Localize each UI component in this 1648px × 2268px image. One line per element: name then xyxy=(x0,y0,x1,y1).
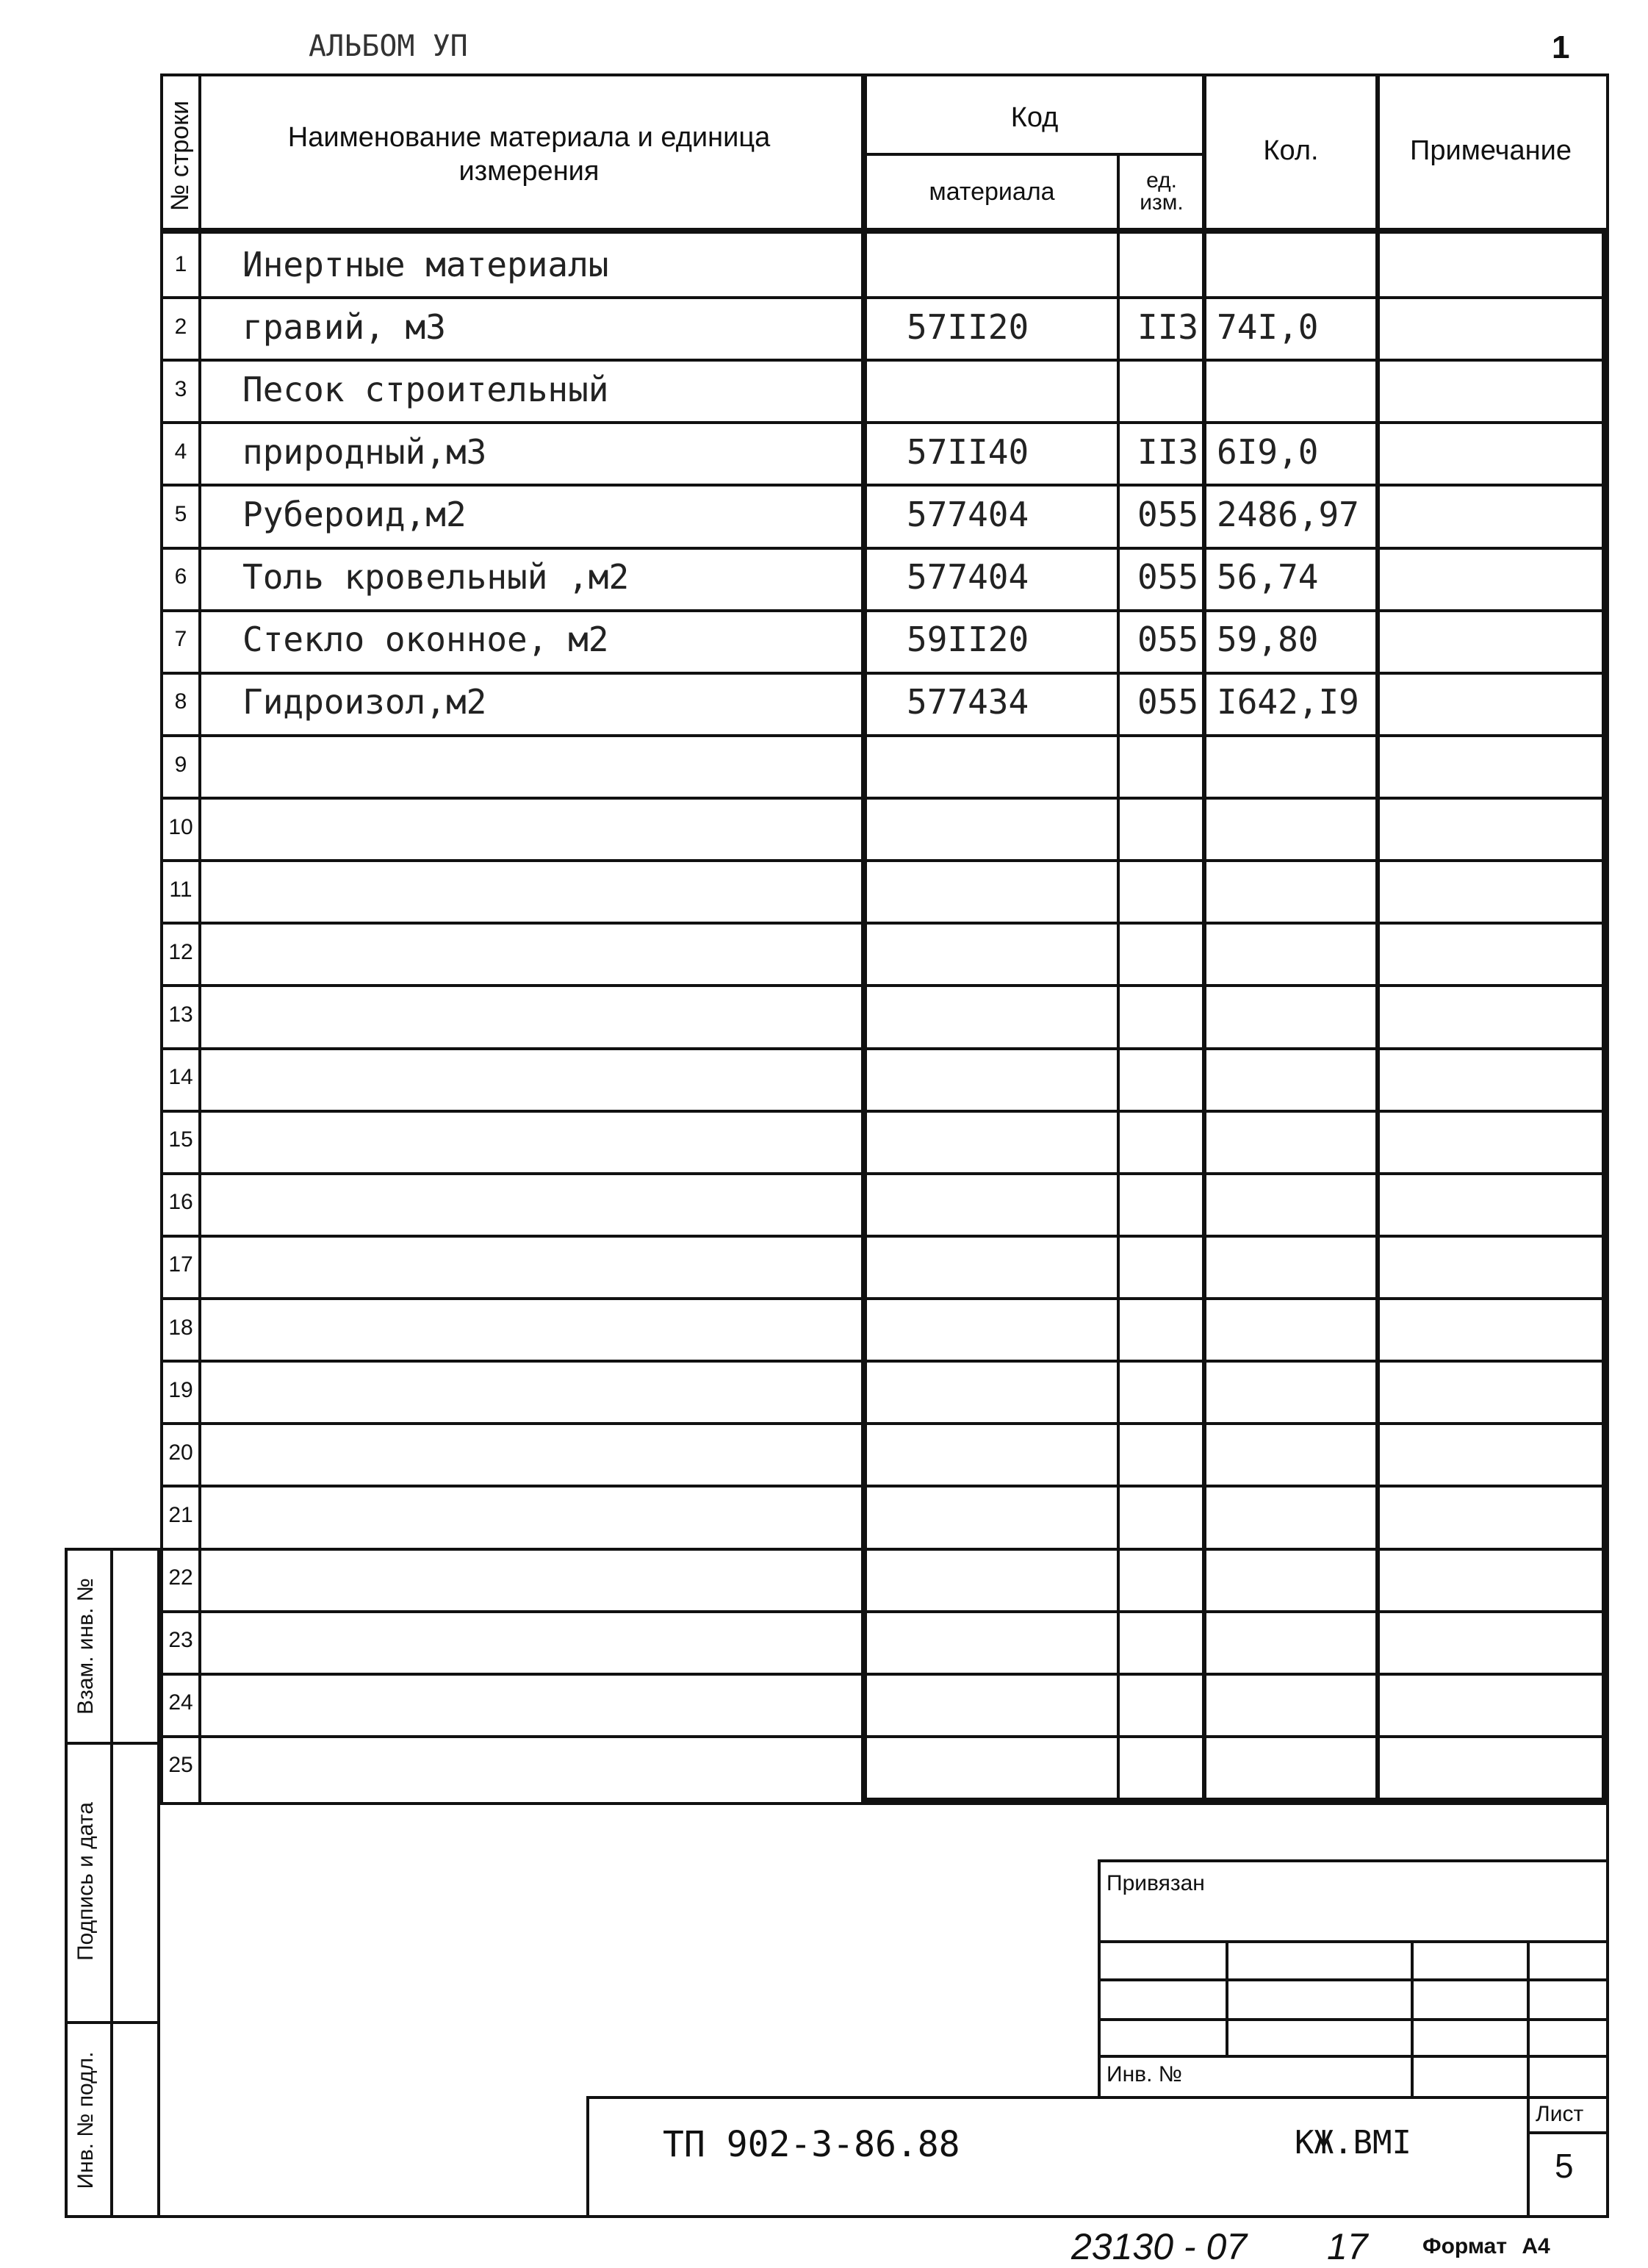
doc-code: ТП 902-3-86.88 xyxy=(663,2124,960,2165)
note-header: Примечание xyxy=(1410,135,1572,166)
sheet-number: 5 xyxy=(1555,2147,1574,2185)
row-number: 1 xyxy=(174,252,187,276)
row-line xyxy=(160,984,1602,987)
page-corner-mark: 1 xyxy=(1552,29,1570,65)
privyazan-line-3 xyxy=(1098,2018,1609,2021)
row-line xyxy=(160,734,1602,737)
side-stamp-divider-2 xyxy=(65,2021,160,2024)
qty-header: Кол. xyxy=(1263,135,1319,166)
code-material-header: материала xyxy=(929,178,1055,206)
material-code: 577434 xyxy=(907,682,1029,722)
row-number: 16 xyxy=(168,1190,193,1214)
privyazan-line-4 xyxy=(1098,2055,1609,2058)
handwritten-number: 23130 - 07 xyxy=(1071,2226,1248,2267)
material-name: Стекло оконное, м2 xyxy=(242,620,609,659)
album-header: АЛЬБОМ УП xyxy=(309,29,468,63)
inv-no-label: Инв. № xyxy=(1107,2062,1182,2086)
row-number: 6 xyxy=(174,564,187,589)
rownum-header: № строки xyxy=(166,100,194,212)
name-header: Наименование материала и единица измерения xyxy=(287,122,771,187)
podpis-data-label: Подпись и дата xyxy=(73,1802,98,1961)
unit-code: II3 xyxy=(1137,307,1199,347)
material-name: Толь кровельный ,м2 xyxy=(242,557,630,597)
quantity: 6I9,0 xyxy=(1217,432,1319,472)
row-line xyxy=(160,421,1602,424)
vzam-inv-label: Взам. инв. № xyxy=(73,1578,98,1715)
row-line xyxy=(160,1360,1602,1363)
privyazan-vline-3 xyxy=(1527,1940,1530,2099)
format-label-text: Формат xyxy=(1422,2234,1508,2258)
quantity: 74I,0 xyxy=(1217,307,1319,347)
inv-podl-label: Инв. № подл. xyxy=(73,2051,98,2189)
side-stamp-inner-line xyxy=(110,1548,113,2218)
row-line xyxy=(160,1548,1602,1551)
sheet-label-divider xyxy=(1527,2131,1609,2134)
material-code: 577404 xyxy=(907,557,1029,597)
row-number: 23 xyxy=(168,1628,193,1652)
row-number: 10 xyxy=(168,815,193,839)
row-number: 20 xyxy=(168,1440,193,1465)
title-block-sheet-divider xyxy=(1527,2096,1530,2218)
quantity: 56,74 xyxy=(1217,557,1319,597)
row-number: 19 xyxy=(168,1378,193,1402)
table-bottom-thick xyxy=(861,1798,1609,1805)
row-number: 7 xyxy=(174,627,187,651)
privyazan-line-1 xyxy=(1098,1940,1609,1943)
row-number: 12 xyxy=(168,940,193,964)
material-name: Рубероид,м2 xyxy=(242,495,467,534)
unit-code: 055 xyxy=(1137,620,1199,659)
privyazan-vline-1 xyxy=(1226,1940,1228,2055)
privyazan-label: Привязан xyxy=(1107,1871,1205,1895)
material-name: гравий, м3 xyxy=(242,307,446,347)
row-line xyxy=(160,922,1602,925)
row-line xyxy=(160,1485,1602,1488)
quantity: 59,80 xyxy=(1217,620,1319,659)
row-line xyxy=(160,1172,1602,1175)
row-number: 4 xyxy=(174,439,187,464)
right-thick-line xyxy=(1602,228,1609,1805)
row-number: 22 xyxy=(168,1565,193,1590)
row-line xyxy=(160,797,1602,800)
row-line xyxy=(160,1422,1602,1425)
format-value: А4 xyxy=(1522,2234,1550,2258)
code-col-line xyxy=(1117,153,1120,1805)
row-number: 14 xyxy=(168,1065,193,1089)
quantity: I642,I9 xyxy=(1217,682,1359,722)
unit-code: II3 xyxy=(1137,432,1199,472)
material-code: 57II40 xyxy=(907,432,1029,472)
row-number: 11 xyxy=(169,878,192,902)
unit-col-line xyxy=(1202,73,1206,1805)
row-line xyxy=(160,547,1602,550)
row-number: 8 xyxy=(174,689,187,714)
row-line xyxy=(160,296,1602,299)
row-line xyxy=(160,1297,1602,1300)
row-line xyxy=(160,1235,1602,1238)
sheet-label: Лист xyxy=(1536,2102,1584,2126)
row-number: 18 xyxy=(168,1316,193,1340)
unit-code: 055 xyxy=(1137,557,1199,597)
row-number: 9 xyxy=(174,753,187,777)
unit-code: 055 xyxy=(1137,682,1199,722)
row-number: 13 xyxy=(168,1002,193,1027)
material-code: 577404 xyxy=(907,495,1029,534)
rownum-col-line xyxy=(198,73,201,1805)
code-subheader-divider xyxy=(866,153,1205,156)
privyazan-line-2 xyxy=(1098,1978,1609,1981)
header-divider xyxy=(160,228,1609,234)
quantity: 2486,97 xyxy=(1217,495,1359,534)
code-unit-header: ед. изм. xyxy=(1140,168,1184,215)
side-stamp-divider-1 xyxy=(65,1742,160,1745)
code-header: Код xyxy=(1010,102,1059,133)
row-number: 2 xyxy=(174,315,187,339)
row-line xyxy=(160,1610,1602,1613)
unit-code: 055 xyxy=(1137,495,1199,534)
row-line xyxy=(160,672,1602,675)
format-label xyxy=(1422,2234,1550,2259)
row-line xyxy=(160,1735,1602,1738)
material-name: природный,м3 xyxy=(242,432,487,472)
row-number: 24 xyxy=(168,1690,193,1715)
material-code: 59II20 xyxy=(907,620,1029,659)
row-number: 3 xyxy=(174,377,187,401)
row-number: 17 xyxy=(168,1252,193,1277)
row-line xyxy=(160,359,1602,362)
row-line xyxy=(160,1673,1602,1676)
material-name: Инертные материалы xyxy=(242,245,609,284)
qty-col-line xyxy=(1375,73,1380,1805)
row-number: 5 xyxy=(174,502,187,526)
material-name: Песок строительный xyxy=(242,370,609,409)
row-line xyxy=(160,1047,1602,1050)
material-name: Гидроизол,м2 xyxy=(242,682,487,722)
handwritten-page: 17 xyxy=(1327,2226,1368,2267)
privyazan-vline-2 xyxy=(1411,1940,1414,2099)
row-line xyxy=(160,484,1602,487)
material-code: 57II20 xyxy=(907,307,1029,347)
name-col-line xyxy=(861,73,867,1805)
row-line xyxy=(160,859,1602,862)
row-number: 15 xyxy=(168,1127,193,1152)
doc-mark: КЖ.ВМI xyxy=(1295,2124,1411,2161)
row-number: 25 xyxy=(168,1753,193,1777)
frame-left xyxy=(157,1805,160,2218)
row-number: 21 xyxy=(168,1503,193,1527)
row-line xyxy=(160,609,1602,612)
row-line xyxy=(160,1110,1602,1113)
